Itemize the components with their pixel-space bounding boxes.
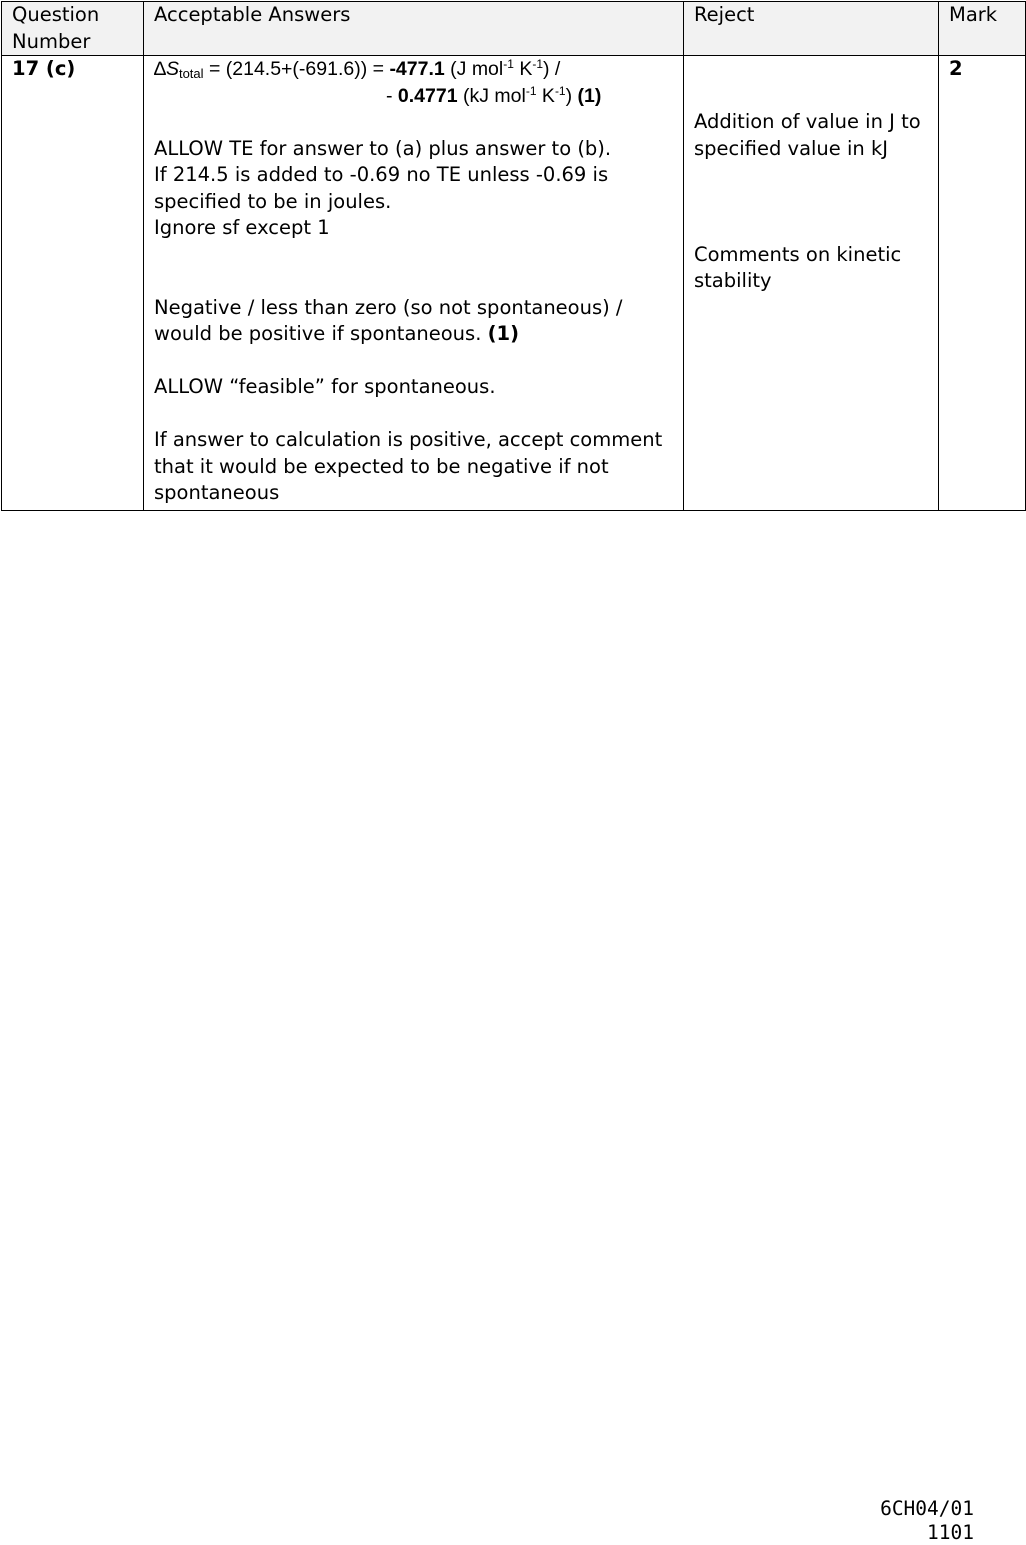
question-number: 17 (c) (12, 57, 76, 80)
allow-te-text: ALLOW TE for answer to (a) plus answer to (b). (154, 136, 612, 160)
negative-statement: Negative / less than zero (so not spontaneous) / would be positive if spontaneous. (154, 295, 623, 345)
allow-feasible-text: ALLOW “feasible” for spontaneous. (154, 375, 496, 398)
value-kj-prefix: - (386, 84, 398, 107)
mark-scheme-table (1, 1, 1026, 511)
unit-kj-exp1: -1 (525, 83, 537, 98)
if-positive-text: If answer to calculation is positive, accept comment that it would be expected to be negative if not spontaneous (154, 428, 663, 504)
mark-point-1: (1) (577, 84, 602, 107)
unit-joules-pre: (J mol (444, 58, 504, 80)
mark-value: 2 (949, 57, 963, 80)
header-mark: Mark (939, 2, 1026, 56)
paper-code: 6CH04/01 (880, 1497, 974, 1520)
unit-joules-exp2: -1 (532, 57, 544, 71)
unit-joules-post: ) / (543, 58, 561, 80)
question-number-cell (2, 56, 144, 511)
unit-joules-exp1: -1 (503, 57, 514, 71)
page-number: 1101 (927, 1521, 974, 1544)
header-acceptable-answers: Acceptable Answers (144, 2, 684, 56)
if-added-text: If 214.5 is added to -0.69 no TE unless -0.69 is specified to be in joules. (154, 163, 609, 213)
entropy-equation-kj (154, 83, 673, 110)
reject-addition-text: Addition of value in J to specified value in kJ (694, 110, 921, 160)
reject-cell (684, 56, 939, 511)
value-kilojoules: 0.4771 (397, 84, 458, 107)
mark-point-2: (1) (487, 322, 520, 345)
page-footer (880, 1497, 974, 1545)
entropy-symbol: S (165, 58, 179, 80)
ignore-sf-text: Ignore sf except 1 (154, 216, 330, 239)
header-row (2, 2, 1026, 56)
table-row (2, 56, 1026, 511)
unit-joules-mid: K (513, 58, 533, 80)
mark-cell (939, 56, 1026, 511)
unit-kj-mid: K (536, 84, 555, 107)
acceptable-answers-cell (144, 56, 684, 511)
unit-kj-post: ) (565, 84, 578, 107)
value-joules: -477.1 (389, 58, 445, 80)
header-reject: Reject (684, 2, 939, 56)
unit-kj-exp2: -1 (554, 83, 566, 98)
entropy-subscript: total (178, 66, 204, 81)
reject-comments-text: Comments on kinetic stability (694, 242, 902, 292)
negative-text (154, 295, 673, 348)
header-question-number: Question Number (2, 2, 144, 56)
unit-kj-pre: (kJ mol (457, 84, 526, 107)
delta-symbol: ∆ (154, 58, 166, 80)
equation-text: = (214.5+(-691.6)) = (203, 58, 390, 80)
entropy-equation (154, 56, 673, 83)
